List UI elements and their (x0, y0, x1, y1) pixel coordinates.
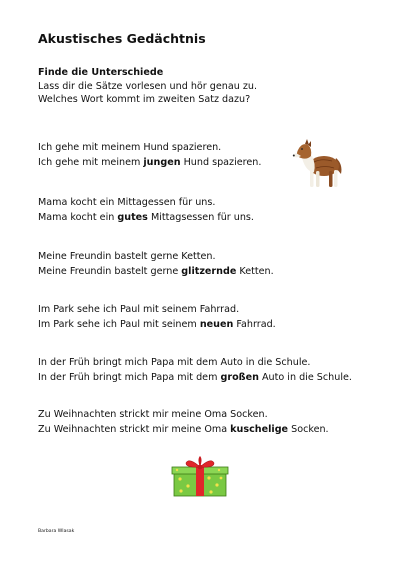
sentence-pair-2 (38, 195, 254, 225)
sentence-extended (38, 155, 261, 170)
added-word: großen (220, 372, 259, 383)
instructions (38, 66, 257, 107)
sentence-pair-6 (38, 407, 329, 437)
sentence-extended (38, 264, 274, 279)
sentence-part: Fahrrad. (233, 319, 276, 330)
sentence-part: Socken. (288, 424, 329, 435)
sentence-original: Mama kocht ein Mittagessen für uns. (38, 197, 216, 208)
sentence-part: Hund spazieren. (180, 157, 262, 168)
sentence-pair-5 (38, 355, 352, 385)
sentence-pair-3 (38, 249, 274, 279)
page-title: Akustisches Gedächtnis (38, 31, 206, 46)
sentence-extended (38, 422, 329, 437)
sentence-part: Meine Freundin bastelt gerne (38, 266, 182, 277)
sentence-original: In der Früh bringt mich Papa mit dem Auto in die Schule. (38, 357, 311, 368)
sentence-part: Ketten. (236, 266, 274, 277)
added-word: kuschelige (230, 424, 289, 435)
sentence-part: Zu Weihnachten strickt mir meine Oma (38, 424, 231, 435)
sentence-original: Ich gehe mit meinem Hund spazieren. (38, 142, 222, 153)
sentence-part: Mama kocht ein (38, 212, 118, 223)
sentence-part: Im Park sehe ich Paul mit seinem (38, 319, 200, 330)
sentence-pair-4 (38, 302, 276, 332)
sentence-original: Im Park sehe ich Paul mit seinem Fahrrad. (38, 304, 240, 315)
dog-icon (292, 138, 344, 194)
added-word: neuen (199, 319, 234, 330)
added-word: glitzernde (181, 266, 237, 277)
added-word: jungen (143, 157, 181, 168)
instructions-heading: Finde die Unterschiede (38, 67, 164, 78)
sentence-extended (38, 210, 254, 225)
sentence-part: Auto in die Schule. (258, 372, 352, 383)
instructions-line: Welches Wort kommt im zweiten Satz dazu? (38, 94, 251, 105)
sentence-extended (38, 317, 276, 332)
gift-icon (171, 455, 229, 497)
sentence-part: In der Früh bringt mich Papa mit dem (38, 372, 221, 383)
added-word: gutes (117, 212, 148, 223)
sentence-original: Zu Weihnachten strickt mir meine Oma Socken. (38, 409, 268, 420)
sentence-original: Meine Freundin bastelt gerne Ketten. (38, 251, 216, 262)
author-name: Barbara Wlasak (38, 529, 75, 534)
sentence-extended (38, 370, 352, 385)
sentence-part: Mittagsessen für uns. (147, 212, 254, 223)
sentence-pair-1 (38, 140, 261, 170)
sentence-part: Ich gehe mit meinem (38, 157, 144, 168)
instructions-line: Lass dir die Sätze vorlesen und hör genau zu. (38, 80, 258, 92)
